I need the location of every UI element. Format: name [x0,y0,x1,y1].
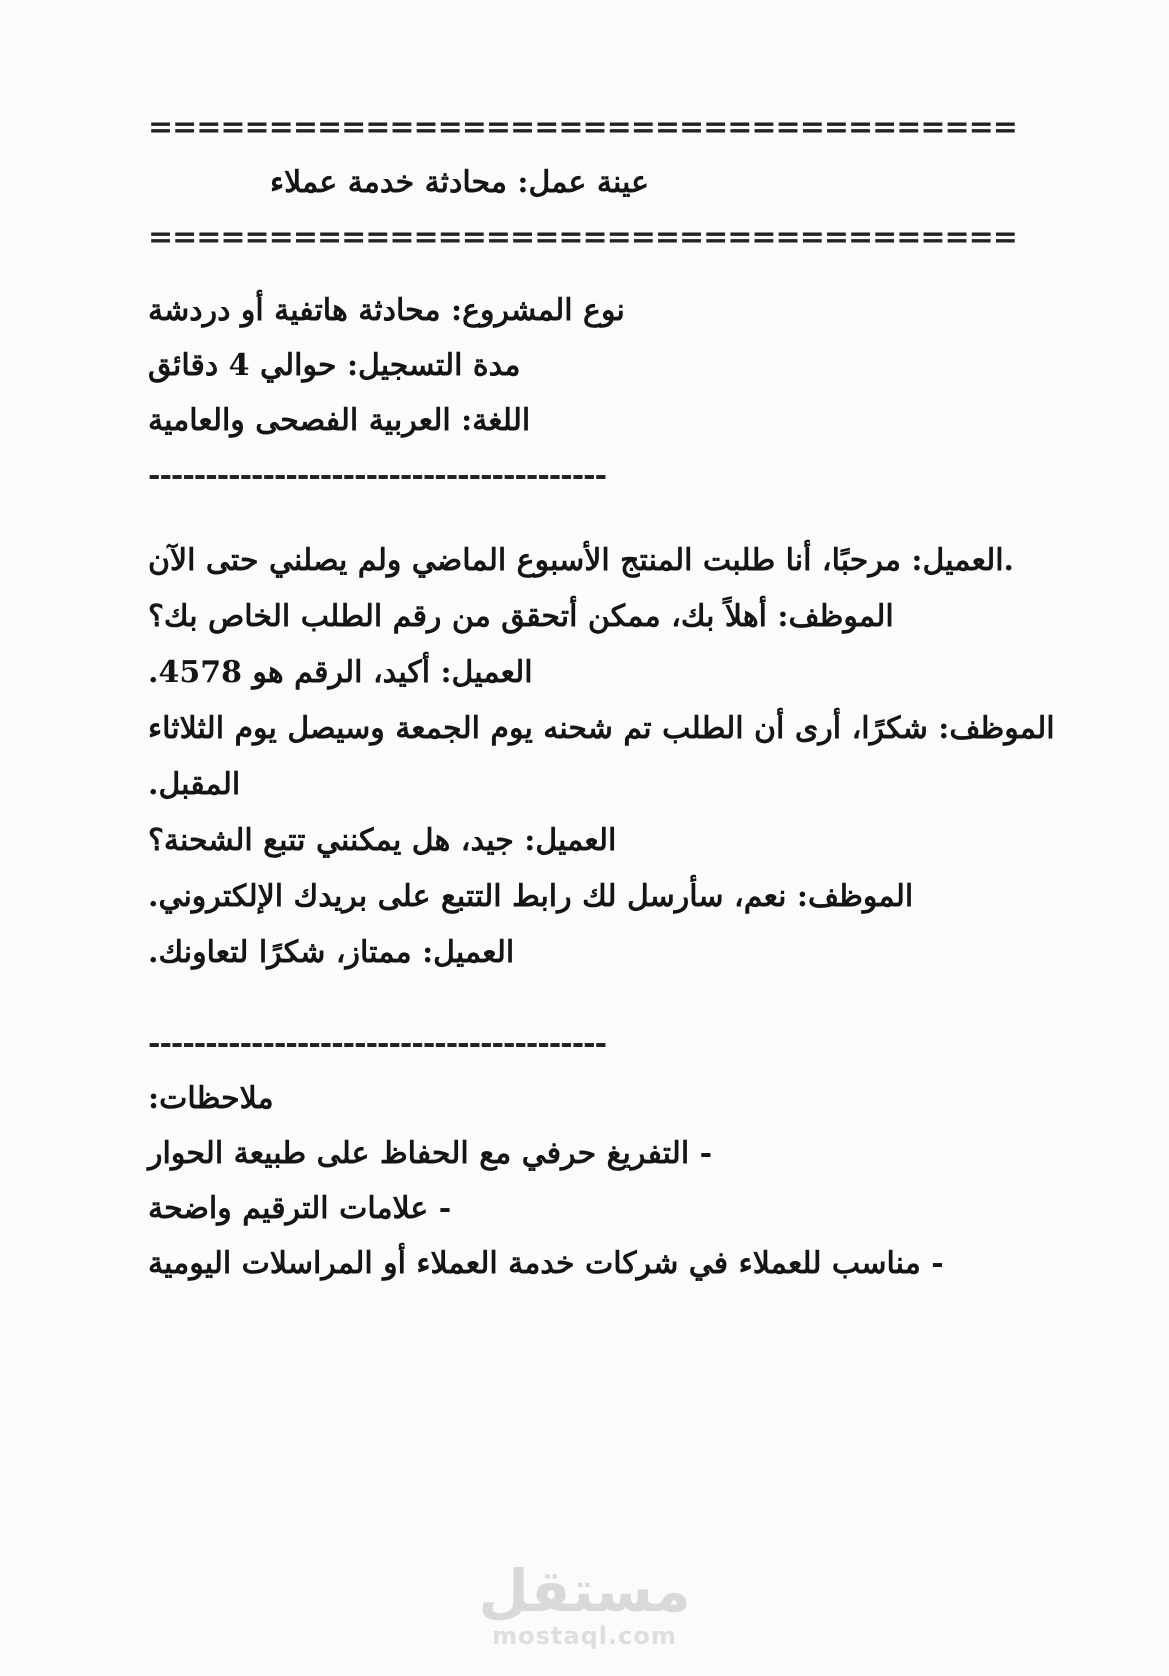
dialogue-line: العميل: جيد، هل يمكنني تتبع الشحنة؟ [148,823,617,858]
dialogue-line: الموظف: نعم، سأرسل لك رابط التتبع على بريدك الإلكتروني. [148,879,914,914]
note-line: - التفريغ حرفي مع الحفاظ على طبيعة الحوار [148,1136,713,1171]
meta-recording-duration: مدة التسجيل: حوالي 4 دقائق [148,348,521,383]
note-line: - مناسب للعملاء في شركات خدمة العملاء أو المراسلات اليومية [148,1246,944,1281]
notes-heading: ملاحظات: [148,1081,274,1116]
dialogue-line-continuation: المقبل. [148,767,241,802]
mostaql-logo: مستقل [478,1557,691,1625]
dialogue-line: العميل: ممتاز، شكرًا لتعاونك. [148,935,515,970]
document-body [148,0,1129,1291]
equals-separator-top: ==================================== [148,110,1017,145]
dialogue-line: العميل: أكيد، الرقم هو 4578. [148,655,533,690]
meta-project-type: نوع المشروع: محادثة هاتفية أو دردشة [148,293,625,328]
page-title: عينة عمل: محادثة خدمة عملاء [270,165,649,200]
dialogue-line: .العميل: مرحبًا، أنا طلبت المنتج الأسبوع الماضي ولم يصلني حتى الآن [148,543,1015,578]
dialogue-line: الموظف: أهلاً بك، ممكن أتحقق من رقم الطلب الخاص بك؟ [148,599,894,634]
mostaql-domain: mostaql.com [492,1622,677,1650]
mostaql-watermark [478,1557,691,1650]
note-line: - علامات الترقيم واضحة [148,1191,452,1226]
meta-language: اللغة: العربية الفصحى والعامية [148,403,531,438]
dialogue-line: الموظف: شكرًا، أرى أن الطلب تم شحنه يوم الجمعة وسيصل يوم الثلاثاء [148,711,1055,746]
equals-separator-bottom: ==================================== [148,220,1017,255]
dashed-separator-1: ---------------------------------------- [148,458,607,493]
dashed-separator-2: ---------------------------------------- [148,1026,607,1061]
